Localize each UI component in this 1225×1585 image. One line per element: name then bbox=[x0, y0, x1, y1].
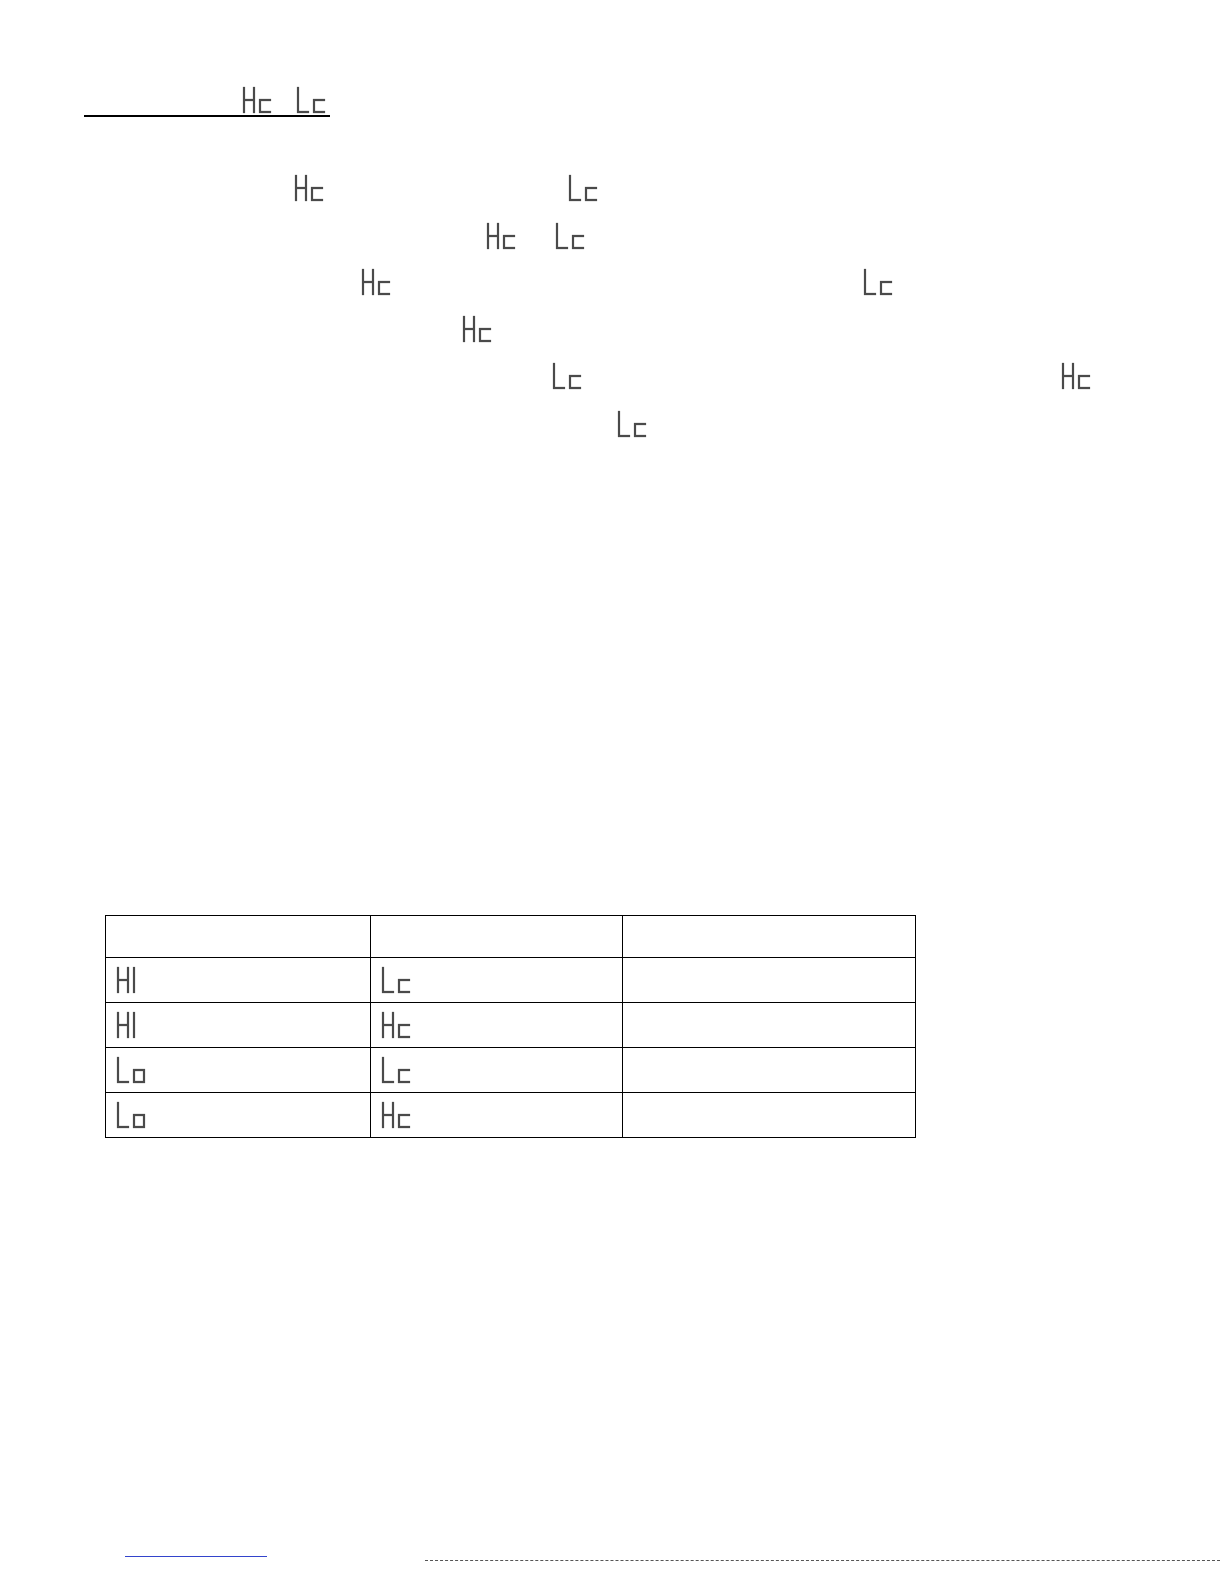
table-glyph bbox=[116, 1056, 148, 1089]
table-cell bbox=[106, 958, 371, 1003]
body-glyph-lc bbox=[555, 222, 587, 250]
body-glyph-hc bbox=[462, 315, 494, 343]
body-glyph-lc bbox=[568, 174, 600, 202]
footer-divider bbox=[425, 1560, 1220, 1561]
table-cell bbox=[623, 958, 916, 1003]
table-cell bbox=[371, 1003, 623, 1048]
table-glyph bbox=[381, 1011, 413, 1044]
settings-table bbox=[105, 915, 916, 1138]
table-row bbox=[106, 958, 916, 1003]
table-row bbox=[106, 1048, 916, 1093]
table-glyph bbox=[381, 1056, 413, 1089]
table-glyph bbox=[381, 966, 413, 999]
body-glyph-hc bbox=[361, 268, 393, 296]
table-cell bbox=[623, 1093, 916, 1138]
table-glyph bbox=[116, 1101, 148, 1134]
body-glyph-hc bbox=[1061, 362, 1093, 390]
table-header-cell bbox=[106, 916, 371, 958]
body-glyph-lc bbox=[552, 362, 584, 390]
body-glyph-hc bbox=[294, 174, 326, 202]
heading-lc-glyph bbox=[296, 86, 328, 114]
table-header-row bbox=[106, 916, 916, 958]
table-glyph bbox=[116, 1011, 140, 1044]
body-glyph-lc bbox=[617, 410, 649, 438]
table-cell bbox=[371, 1048, 623, 1093]
table-cell bbox=[371, 1093, 623, 1138]
table-cell bbox=[106, 1003, 371, 1048]
table-cell bbox=[106, 1093, 371, 1138]
body-glyph-lc bbox=[863, 268, 895, 296]
table-cell bbox=[623, 1003, 916, 1048]
table-cell bbox=[623, 1048, 916, 1093]
body-glyph-hc bbox=[486, 222, 518, 250]
table-cell bbox=[371, 958, 623, 1003]
table-header-cell bbox=[623, 916, 916, 958]
footer-link[interactable] bbox=[125, 1556, 267, 1557]
table-header-cell bbox=[371, 916, 623, 958]
table-row bbox=[106, 1093, 916, 1138]
table-row bbox=[106, 1003, 916, 1048]
table-glyph bbox=[116, 966, 140, 999]
heading-underline bbox=[84, 115, 330, 117]
table-cell bbox=[106, 1048, 371, 1093]
heading-hc-glyph bbox=[242, 86, 274, 114]
table-glyph bbox=[381, 1101, 413, 1134]
